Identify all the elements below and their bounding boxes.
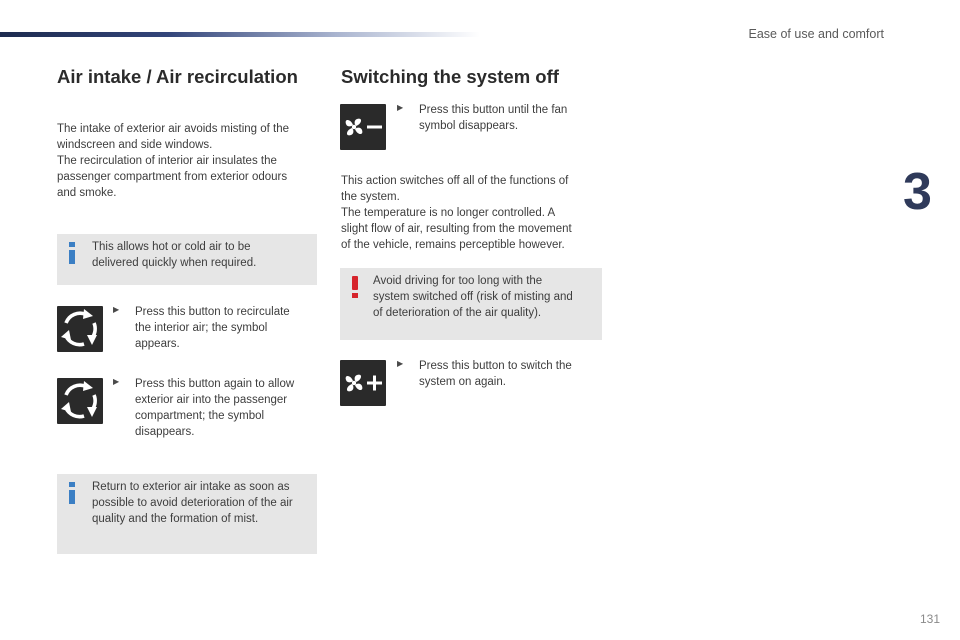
text-line: slight flow of air, resulting from the movement — [341, 223, 572, 235]
text-line: compartment; the symbol — [135, 410, 265, 422]
text-line: possible to avoid deterioration of the air — [92, 497, 293, 509]
text-line: Avoid driving for too long with the — [373, 275, 543, 287]
text-line: windscreen and side windows. — [57, 139, 213, 151]
arrow-bullet-icon: ▶ — [113, 377, 120, 386]
info-note-2 — [57, 474, 317, 554]
text-line: appears. — [135, 338, 180, 350]
arrow-bullet-icon: ▶ — [397, 103, 404, 112]
info-icon — [69, 482, 75, 504]
text-line: Press this button until the fan — [419, 104, 568, 116]
fan-off-button-image — [340, 104, 386, 150]
text-line: Return to exterior air intake as soon as — [92, 481, 290, 493]
text-line: system on again. — [419, 376, 506, 388]
text-line: the interior air; the symbol — [135, 322, 268, 334]
text-line: quality and the formation of mist. — [92, 513, 259, 525]
info-note-text — [92, 239, 309, 271]
left-intro-paragraph — [57, 121, 317, 201]
text-line: symbol disappears. — [419, 120, 519, 132]
warning-note — [340, 268, 602, 340]
text-line: the system. — [341, 191, 400, 203]
right-step-2 — [397, 358, 597, 392]
arrow-bullet-icon: ▶ — [397, 359, 404, 368]
right-paragraph — [341, 173, 603, 253]
fan-minus-icon — [340, 104, 386, 150]
fan-plus-icon — [340, 360, 386, 406]
recirculation-icon — [57, 306, 103, 352]
text-line: of deterioration of the air quality). — [373, 307, 542, 319]
text-line: exterior air into the passenger — [135, 394, 288, 406]
text-line: Press this button to switch the — [419, 360, 572, 372]
recirculation-button-image — [57, 306, 103, 352]
left-step-1 — [113, 304, 313, 354]
chapter-number: 3 — [903, 163, 932, 221]
header-accent-bar — [0, 32, 480, 37]
page-number: 131 — [919, 612, 940, 626]
text-line: The recirculation of interior air insulates the — [57, 155, 277, 167]
recirculation-icon — [57, 378, 103, 424]
fan-on-button-image — [340, 360, 386, 406]
info-note — [57, 234, 317, 285]
section-label: Ease of use and comfort — [748, 27, 884, 41]
info-note-2-text — [92, 479, 309, 527]
right-section-title: Switching the system off — [341, 66, 559, 87]
text-line: of the vehicle, remains perceptible however. — [341, 239, 565, 251]
text-line: Press this button again to allow — [135, 378, 295, 390]
info-icon — [69, 242, 75, 264]
warning-icon — [352, 276, 358, 298]
text-line: This action switches off all of the functions of — [341, 175, 569, 187]
arrow-bullet-icon: ▶ — [113, 305, 120, 314]
left-step-2 — [113, 376, 313, 442]
text-line: The temperature is no longer controlled. A — [341, 207, 556, 219]
text-line: passenger compartment from exterior odours — [57, 171, 288, 183]
warning-note-text — [373, 273, 594, 321]
text-line: Press this button to recirculate — [135, 306, 290, 318]
text-line: and smoke. — [57, 187, 117, 199]
left-section-title: Air intake / Air recirculation — [57, 66, 298, 87]
text-line: system switched off (risk of misting and — [373, 291, 573, 303]
text-line: disappears. — [135, 426, 195, 438]
text-line: delivered quickly when required. — [92, 257, 257, 269]
text-line: This allows hot or cold air to be — [92, 241, 251, 253]
text-line: The intake of exterior air avoids misting of the — [57, 123, 290, 135]
recirculation-button-image-2 — [57, 378, 103, 424]
right-step-1 — [397, 102, 597, 136]
